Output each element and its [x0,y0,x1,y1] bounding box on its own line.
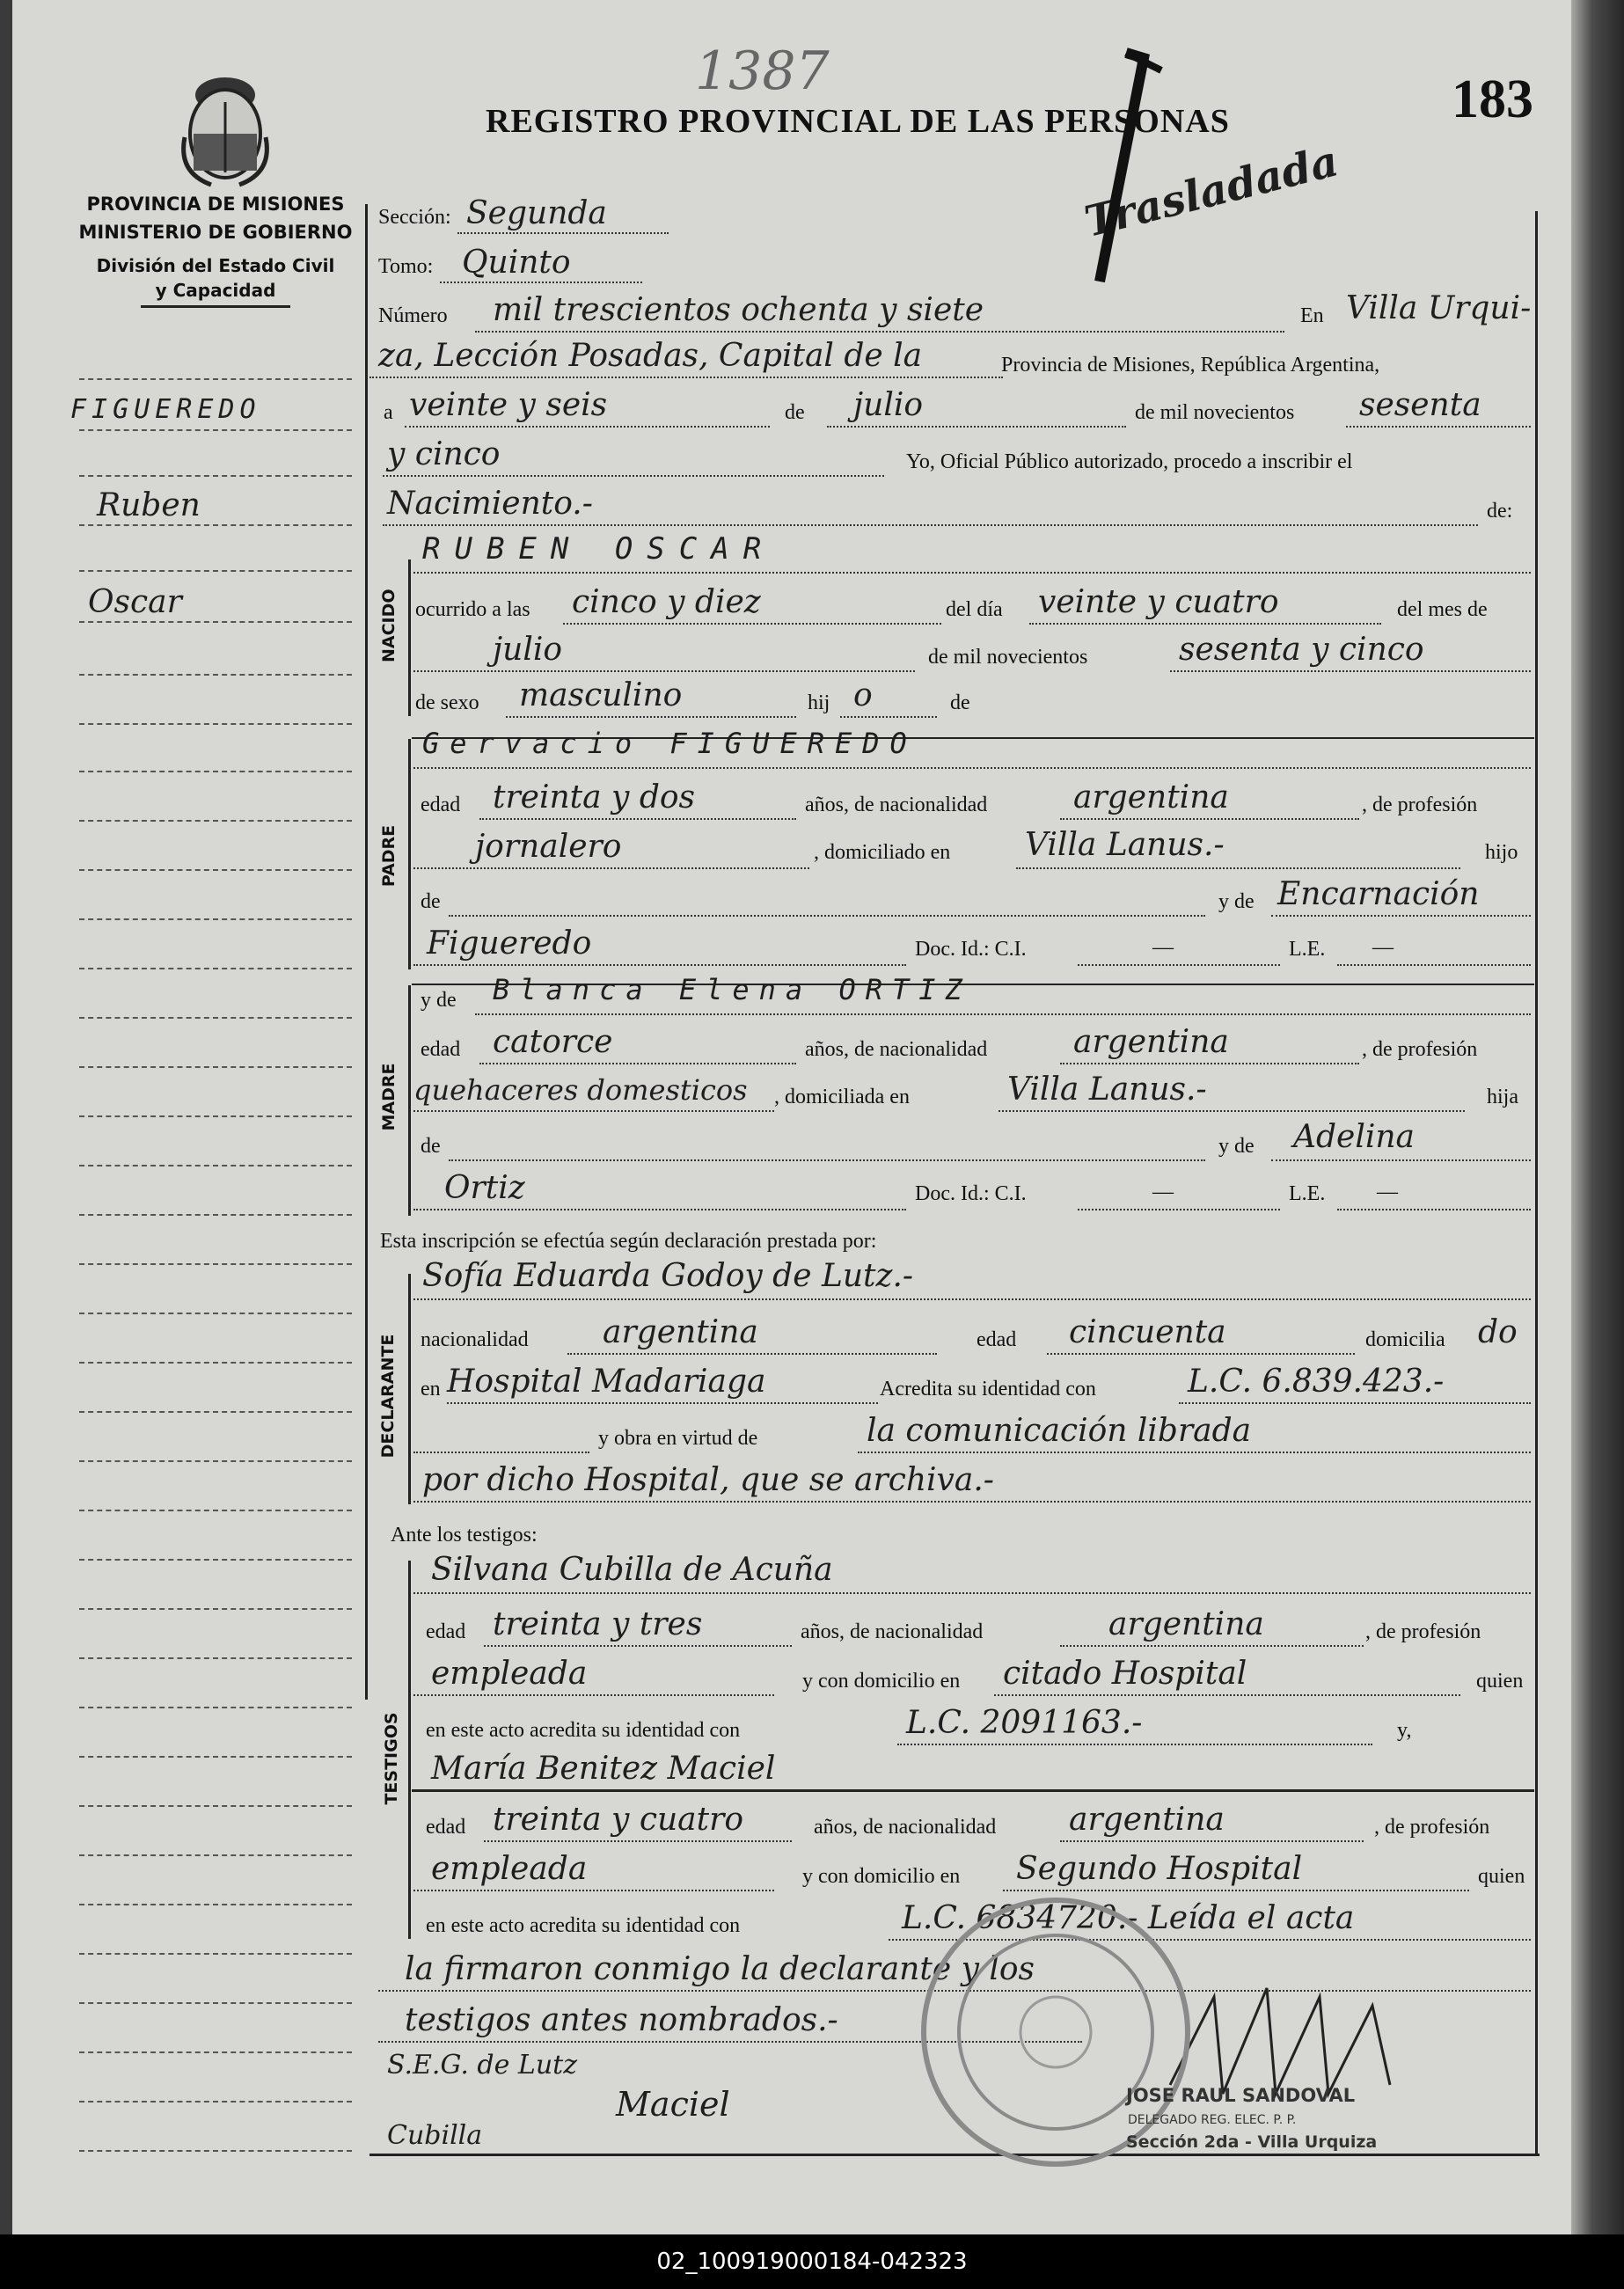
decl-en-value: Hospital Madariaga [447,1364,766,1400]
t2-acredita-label: en este acto acredita su identidad con [426,1914,741,1937]
margin-line [79,2101,352,2103]
t1-quien-label: quien [1476,1670,1524,1693]
madre-doc-label: Doc. Id.: C.I. [915,1182,1027,1205]
image-reference-footer: 02_100919000184-042323 [0,2234,1624,2289]
cierre-linea-1: la firmaron conmigo la declarante y los [405,1951,1035,1987]
margin-line [79,1017,352,1019]
madre-dom-value: Villa Lanus.- [1007,1071,1207,1108]
fill-line [1060,1063,1359,1064]
de-label: de [785,401,805,424]
fill-line [405,426,770,428]
t1-edad-value: treinta y tres [493,1606,703,1642]
hija-label: hija [1487,1086,1518,1108]
margin-line [79,869,352,871]
hij-suffix: o [853,677,873,713]
signature-testigo-1: Cubilla [387,2120,483,2151]
register-title: REGISTRO PROVINCIAL DE LAS PERSONAS [486,103,1230,140]
margin-line [79,918,352,920]
fill-line [1271,915,1531,917]
padre-label: PADRE [379,824,399,888]
official-seal [915,1891,1196,2173]
margin-line [79,2051,352,2053]
margin-line [79,429,352,431]
madre-label: MADRE [379,1063,399,1131]
sexo-value: masculino [519,677,683,713]
testigo-divider [412,1789,1534,1792]
t2-edad-label: edad [426,1816,466,1839]
del-mes-label: del mes de [1397,598,1488,621]
fill-line [413,964,906,966]
fill-line [440,282,642,283]
yo-label: Yo, Oficial Público autorizado, procedo a inscribir el [906,450,1353,473]
fill-line [1029,623,1381,625]
oficial-nombre: JOSE RAUL SANDOVAL [1126,2085,1356,2106]
t2-prof-label: , de profesión [1374,1816,1490,1839]
fill-line [484,1840,792,1842]
t2-doc-value: L.C. 6834720.- Leída el acta [902,1900,1355,1936]
madre-nac-label: años, de nacionalidad [805,1038,988,1061]
declarante-bracket [408,1274,411,1504]
margin-line [79,1313,352,1314]
margin-line [79,1953,352,1955]
margin-line [79,1411,352,1413]
padre-dom-value: Villa Lanus.- [1025,827,1225,863]
fill-line [1016,867,1460,869]
ink-flourish [1064,44,1170,290]
fill-line [413,867,809,869]
margin-line [79,1460,352,1462]
margin-line [79,1263,352,1265]
margin-line [79,1115,352,1117]
dia-nac-value: veinte y cuatro [1038,584,1279,620]
t1-acredita-label: en este acto acredita su identidad con [426,1719,741,1742]
t1-dom-label: y con domicilio en [802,1670,961,1693]
padre-madre-2: Figueredo [427,925,592,962]
page-edge-shadow [0,0,12,2234]
madre-le-dash: — [1377,1181,1398,1203]
t2-dom-label: y con domicilio en [802,1865,961,1888]
coat-of-arms-emblem [176,58,274,188]
anio-value-2: y cinco [387,436,501,472]
t2-quien-label: quien [1478,1865,1525,1888]
fill-line [999,1110,1465,1112]
decl-obra-2: por dicho Hospital, que se archiva.- [422,1462,994,1498]
hij-label: hij [808,691,830,714]
division-label-2: y Capacidad [155,280,276,301]
padre-bracket [408,739,411,969]
margin-line [79,1066,352,1068]
madre-yde-label-2: y de [1218,1135,1255,1158]
fill-line [413,1209,906,1210]
ocurrido-label: ocurrido a las [415,598,530,621]
padre-doc-label: Doc. Id.: C.I. [915,938,1027,961]
t2-dom-value: Segundo Hospital [1016,1851,1303,1887]
madre-prof-value: quehaceres domesticos [413,1073,748,1107]
padre-ci-dash: — [1152,936,1174,959]
declarante-nombre: Sofía Eduarda Godoy de Lutz.- [422,1258,914,1294]
margin-line [79,1657,352,1659]
right-column-border [1535,211,1538,2155]
fill-line [413,1452,589,1453]
ante-testigos-label: Ante los testigos: [391,1524,538,1547]
margin-line [79,1805,352,1807]
seccion-label: Sección: [378,206,451,229]
padre-prof-value: jornalero [475,829,622,865]
margin-line [79,771,352,772]
padre-le-dash: — [1372,936,1394,959]
margin-line [79,1214,352,1216]
fill-line [840,716,937,718]
t1-prof-label: , de profesión [1365,1620,1481,1643]
padre-edad-label: edad [421,793,461,816]
de-mil-label: de mil novecientos [1135,401,1295,424]
fill-line [449,1159,1205,1161]
fill-line [1271,1159,1531,1161]
numero-label: Número [378,304,448,327]
fill-line [1179,1402,1531,1404]
fill-line [475,331,1284,333]
acto-value: Nacimiento.- [387,486,593,522]
signature-testigo-2: Maciel [616,2085,730,2124]
hijo-label: hijo [1485,841,1518,864]
fill-line [1170,670,1531,672]
fill-line [567,1353,937,1355]
fill-line [1078,964,1280,966]
madre-edad-value: catorce [493,1024,613,1060]
header-underline [141,305,290,308]
fill-line [1078,1209,1280,1210]
margin-line [79,1559,352,1561]
fill-line [413,1501,1531,1503]
margin-line [79,1904,352,1905]
madre-yde-label: y de [421,989,457,1012]
margin-surname: FIGUEREDO [70,394,261,425]
del-dia-label: del día [946,598,1003,621]
trasladada-note: Trasladada [1079,136,1343,247]
y-comma-label: y, [1397,1719,1412,1742]
de-sexo-label: de sexo [415,691,479,714]
fill-line [1047,1353,1355,1355]
fill-line [1060,1840,1364,1842]
oficial-seccion: Sección 2da - Villa Urquiza [1126,2132,1378,2152]
decl-obra-1: la comunicación librada [867,1413,1252,1449]
a-label: a [384,401,393,424]
madre-bracket [408,985,411,1216]
oficial-cargo: DELEGADO REG. ELEC. P. P. [1128,2113,1297,2127]
province-label: PROVINCIA DE MISIONES [86,194,345,215]
t2-nac-label: años, de nacionalidad [814,1816,997,1839]
padre-de-label: de [421,890,441,913]
madre-edad-label: edad [421,1038,461,1061]
t1-prof-value: empleada [431,1656,588,1692]
madre-de-label: de [421,1135,441,1158]
testigo1-nombre: Silvana Cubilla de Acuña [431,1552,833,1588]
margin-line [79,968,352,969]
fill-line [994,1694,1460,1696]
en-label: En [1300,304,1324,327]
fill-line [1060,1645,1364,1647]
madre-nac-value: argentina [1073,1024,1229,1060]
fill-line [413,767,1531,769]
mes-nac-value: julio [493,632,563,668]
t2-prof-value: empleada [431,1851,588,1887]
margin-line [79,2002,352,2004]
fill-line [413,1298,1531,1300]
book-spine [1571,0,1624,2234]
ministry-label: MINISTERIO DE GOBIERNO [78,222,353,243]
cierre-linea-2: testigos antes nombrados.- [405,2002,838,2038]
fill-line [1060,818,1359,820]
obra-label: y obra en virtud de [598,1427,758,1450]
fill-line [858,1452,1531,1453]
testigo2-nombre: María Benitez Maciel [431,1751,776,1787]
acredita-label: Acredita su identidad con [880,1378,1096,1400]
margin-line [79,1510,352,1511]
margin-line [79,621,352,623]
padre-prof-label: , de profesión [1362,793,1478,816]
margin-line [79,1854,352,1856]
madre-ci-dash: — [1152,1181,1174,1203]
fill-line [563,623,941,625]
fill-line [413,572,1531,574]
anio-nac-value: sesenta y cinco [1179,632,1424,668]
fill-line [827,426,1126,428]
dia-value: veinte y seis [409,387,608,423]
margin-line [79,820,352,822]
margin-line [79,1707,352,1708]
decl-dom-suffix: do [1478,1314,1518,1350]
margin-first-name: Ruben [97,487,201,523]
margin-line [79,1165,352,1166]
fill-line [1337,1209,1531,1210]
de-label-2: de [950,691,970,714]
padre-yde-label: y de [1218,890,1255,913]
padre-edad-value: treinta y dos [493,779,696,815]
t1-nac-value: argentina [1108,1606,1264,1642]
t2-edad-value: treinta y cuatro [493,1802,743,1838]
ink-entry-number: 1387 [695,40,830,102]
fill-line [413,1694,774,1696]
t1-dom-value: citado Hospital [1003,1656,1247,1692]
nacido-bracket [408,559,411,716]
left-column-border [365,204,368,1700]
division-label: División del Estado Civil [96,255,335,276]
fill-line [506,716,796,718]
t1-nac-label: años, de nacionalidad [801,1620,984,1643]
margin-line [79,475,352,477]
fill-line [479,1063,796,1064]
margin-line [79,723,352,725]
nacido-label: NACIDO [379,589,399,662]
fill-line [449,915,1205,917]
decl-nac-label: nacionalidad [421,1328,529,1351]
fill-line [479,818,796,820]
margin-line [79,2150,352,2152]
fill-line [383,524,1478,526]
mes-value: julio [853,387,924,423]
padre-le-label: L.E. [1289,938,1326,961]
declarante-label: DECLARANTE [378,1334,398,1459]
t2-nac-value: argentina [1069,1802,1225,1838]
margin-line [79,1756,352,1758]
tomo-value: Quinto [462,245,571,281]
decl-edad-value: cincuenta [1069,1314,1226,1350]
fill-line [413,1110,774,1112]
fill-line [413,1592,1531,1594]
padre-nombre: Gervacio FIGUEREDO [422,727,918,760]
margin-line [79,1362,352,1364]
margin-line [79,1608,352,1610]
nombre-nacido: RUBEN OSCAR [422,531,776,567]
decl-doc-value: L.C. 6.839.423.- [1188,1364,1445,1400]
de-mil-label-2: de mil novecientos [928,646,1088,669]
fill-line [447,1402,878,1404]
anio-value-1: sesenta [1359,387,1481,423]
fill-line [897,1744,1372,1745]
fill-line [484,1645,792,1647]
decl-edad-label: edad [977,1328,1017,1351]
madre-prof-label: , de profesión [1362,1038,1478,1061]
fill-line [383,475,884,477]
margin-line [79,570,352,572]
seccion-value: Segunda [466,195,607,231]
padre-nac-value: argentina [1073,779,1229,815]
padre-dom-label: , domiciliado en [814,841,951,864]
lugar-value-2: za, Lección Posadas, Capital de la [378,338,923,374]
t1-edad-label: edad [426,1620,466,1643]
decl-dom-label: domicilia [1365,1328,1445,1351]
fill-line [1346,426,1531,428]
margin-line [79,378,352,380]
folio-number: 183 [1452,69,1533,129]
margin-line [79,674,352,676]
madre-le-label: L.E. [1289,1182,1326,1205]
provincia-label: Provincia de Misiones, República Argentina, [1001,354,1380,377]
decl-nac-value: argentina [603,1314,758,1350]
fill-line [413,670,915,672]
fill-line [457,232,669,234]
madre-madre-1: Adelina [1293,1119,1416,1155]
margin-line [79,524,352,526]
fill-line [1337,964,1531,966]
padre-madre-1: Encarnación [1277,876,1480,912]
padre-nac-label: años, de nacionalidad [805,793,988,816]
fill-line [369,377,1003,378]
hora-value: cinco y diez [572,584,761,620]
numero-value: mil trescientos ochenta y siete [493,292,984,328]
fill-line [475,1013,1531,1015]
decl-en-label: en [421,1378,441,1400]
lugar-value: Villa Urqui- [1346,290,1532,326]
madre-dom-label: , domiciliada en [774,1086,910,1108]
madre-madre-2: Ortiz [444,1170,525,1206]
t1-doc-value: L.C. 2091163.- [906,1705,1143,1741]
margin-second-name: Oscar [88,584,182,620]
madre-nombre: Blanca Elena ORTIZ [493,973,972,1006]
de-colon-label: de: [1487,500,1513,523]
testigos-bracket [408,1561,411,1939]
tomo-label: Tomo: [378,255,434,278]
esta-inscripcion-label: Esta inscripción se efectúa según declaración prestada por: [380,1230,877,1253]
testigos-label: TESTIGOS [382,1712,401,1805]
signature-declarante: S.E.G. de Lutz [387,2050,578,2081]
fill-line [413,1890,774,1891]
